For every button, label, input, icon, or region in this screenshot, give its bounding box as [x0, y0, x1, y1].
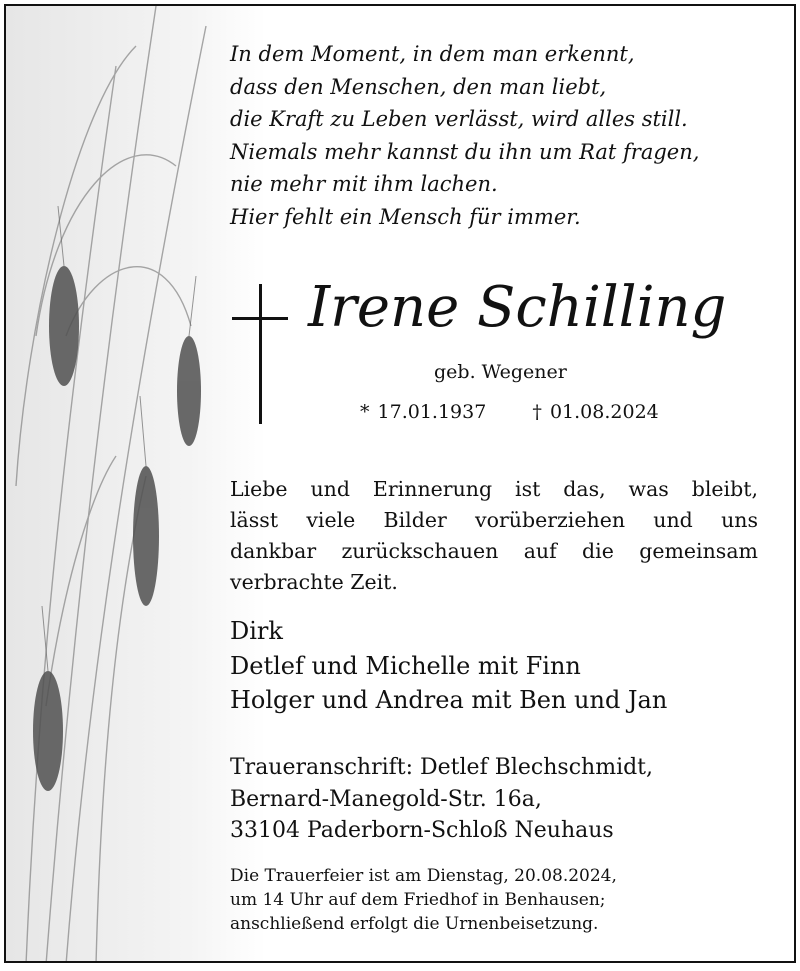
address-line: Traueranschrift: Detlef Blechschmidt, — [230, 755, 654, 780]
address-line: Bernard-Manegold-Str. 16a, — [230, 786, 542, 812]
family-signatures — [230, 614, 667, 718]
poem-line: dass den Menschen, den man liebt, — [230, 74, 607, 99]
deceased-name: Irene Schilling — [308, 275, 727, 340]
ceremony-line: um 14 Uhr auf dem Friedhof in Benhausen; — [230, 890, 606, 910]
quote-line: verbrachte Zeit. — [230, 570, 398, 594]
ceremony-line: Die Trauerfeier ist am Dienstag, 20.08.2024, — [230, 866, 617, 886]
family-member: Dirk — [230, 617, 283, 645]
maiden-name: geb. Wegener — [434, 361, 567, 383]
obituary-notice — [4, 4, 796, 963]
poem-line: In dem Moment, in dem man erkennt, — [230, 42, 635, 66]
family-member: Detlef und Michelle mit Finn — [230, 651, 581, 680]
poem-line: nie mehr mit ihm lachen. — [230, 172, 498, 196]
ceremony-info — [230, 864, 617, 936]
quote-line: lässt viele Bilder vorüberziehen und uns — [230, 508, 758, 532]
poem — [230, 38, 699, 233]
quote-line: Liebe und Erinnerung ist das, was bleibt, — [230, 477, 758, 501]
wheat-ears-illustration — [6, 6, 266, 963]
quote — [230, 474, 758, 598]
address-line: 33104 Paderborn-Schloß Neuhaus — [230, 818, 614, 843]
birth-date: * 17.01.1937 — [360, 401, 487, 423]
poem-line: Niemals mehr kannst du ihn um Rat fragen, — [230, 139, 700, 164]
mourning-address — [230, 752, 653, 847]
ceremony-line: anschließend erfolgt die Urnenbeisetzung. — [230, 914, 599, 934]
life-dates — [360, 398, 659, 426]
family-member: Holger und Andrea mit Ben und Jan — [230, 686, 668, 714]
death-date: † 01.08.2024 — [532, 401, 659, 423]
poem-line: die Kraft zu Leben verlässt, wird alles still. — [230, 107, 688, 131]
latin-cross-icon — [232, 284, 288, 424]
quote-line: dankbar zurückschauen auf die gemeinsam — [230, 539, 758, 563]
poem-line: Hier fehlt ein Mensch für immer. — [230, 204, 581, 229]
